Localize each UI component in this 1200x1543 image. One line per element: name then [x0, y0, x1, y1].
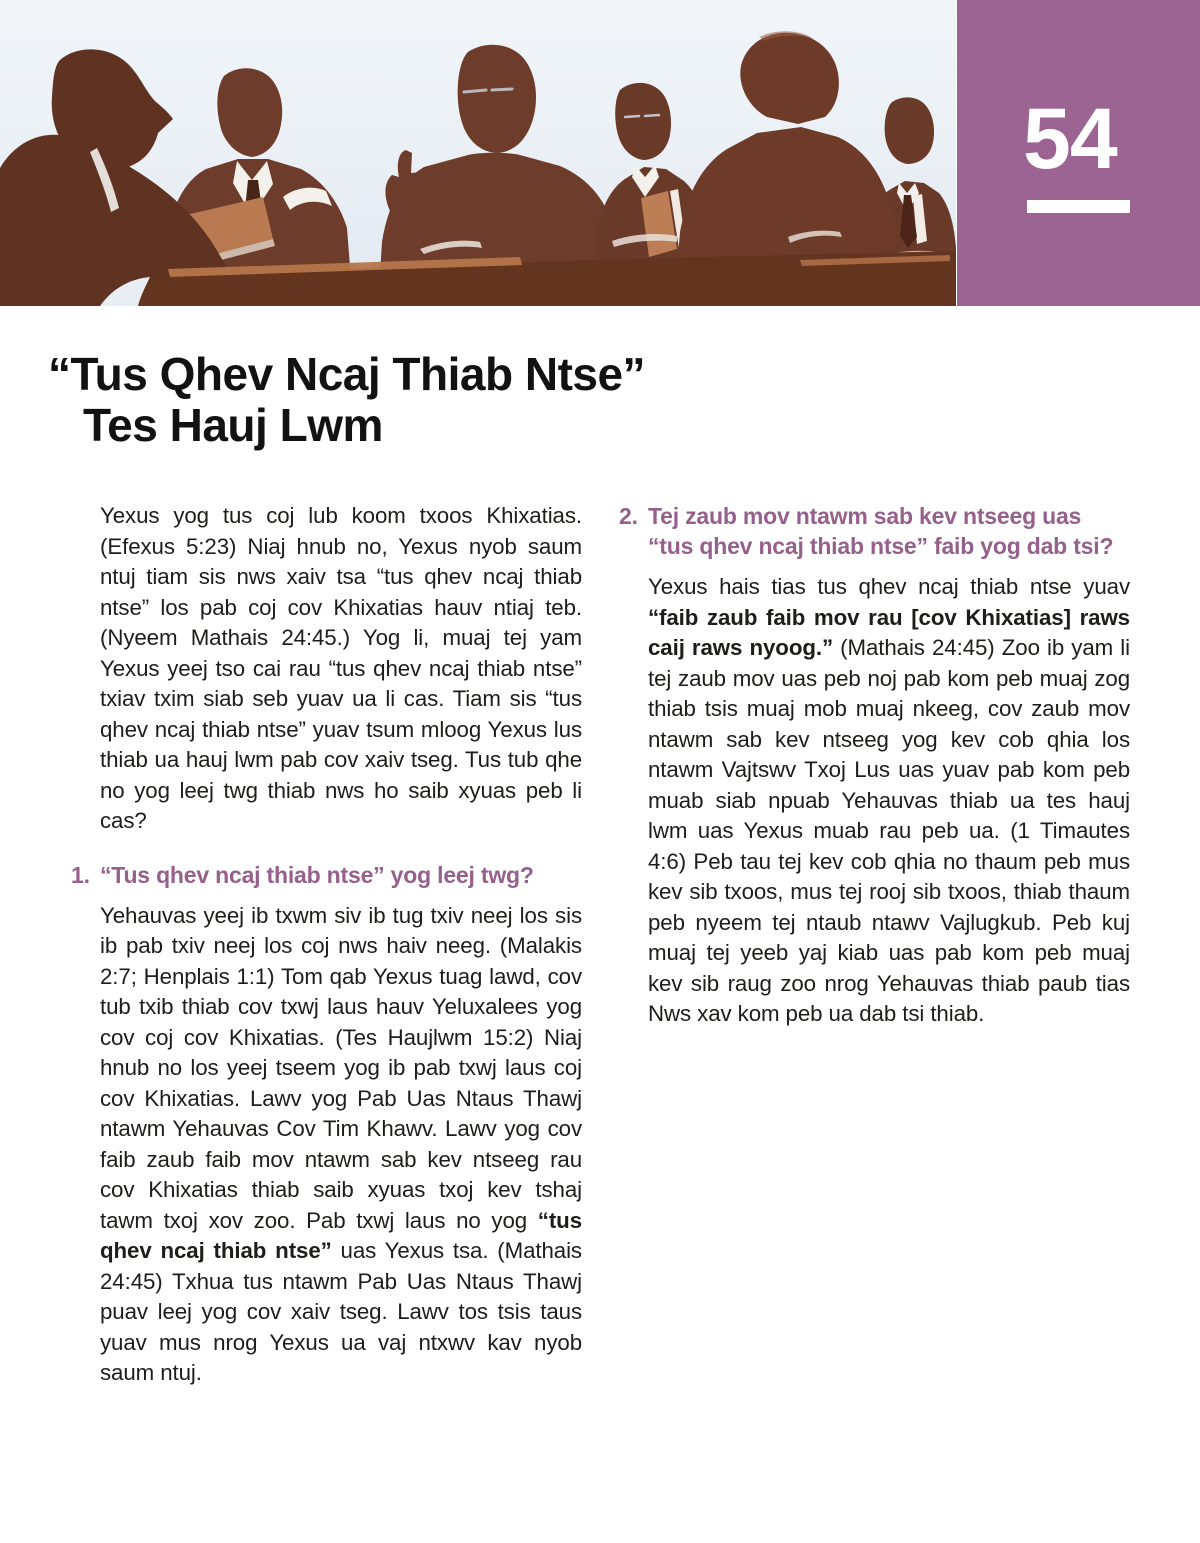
question-block-2	[619, 501, 1130, 1030]
question-block-1	[71, 860, 582, 1389]
question-1-number: 1.	[71, 861, 90, 888]
question-2-heading-text: Tej zaub mov ntawm sab kev ntseeg uas “tus qhev ncaj thiab ntse” faib yog dab tsi?	[648, 503, 1114, 559]
lesson-number-underline	[1027, 200, 1130, 213]
page-title	[0, 349, 645, 451]
question-2-number: 2.	[619, 503, 638, 529]
question-2-paragraph: Yexus hais tias tus qhev ncaj thiab ntse yuav “faib zaub faib mov rau [cov Khixatias] raws caij raws nyoog.” (Mathais 24:45) Zoo ib yam li tej zaub mov uas peb noj pab kom peb muaj zog thiab tsis muaj mob muaj nkeeg, cov zaub mov ntawm sab kev ntseeg yog kev cob qhia los ntawm Vajtswv Txoj Lus uas yuav pab kom peb muab siab npuab Yehauvas thiab ua tes hauj lwm uas Yexus muab rau peb ua. (1 Timautes 4:6) Peb tau tej kev cob qhia no thaum peb mus kev sib txoos, mus tej rooj sib txoos, thiab thaum peb nyeem tej ntaub ntawv Vajlugkub. Peb kuj muaj tej yeeb yaj kiab uas pab kom peb muaj kev sib raug zoo nrog Yehauvas thiab paub tias Nws xav kom peb ua dab tsi thiab.	[648, 574, 1130, 1026]
lesson-number: 54	[1023, 91, 1117, 187]
question-1-heading-text: “Tus qhev ncaj thiab ntse” yog leej twg?	[100, 861, 534, 888]
page-title-line-1: “Tus Qhev Ncaj Thiab Ntse”	[48, 348, 646, 400]
question-2-heading	[619, 501, 1130, 561]
intro-paragraph: Yexus yog tus coj lub koom txoos Khixatias. (Efexus 5:23) Niaj hnub no, Yexus nyob saum ntuj tiam sis nws xaiv tsa “tus qhev ncaj thiab ntse” los pab coj cov Khixatias hauv ntiaj teb. (Nyeem Mathais 24:45.) Yog li, muaj tej yam Yexus yeej tso cai rau “tus qhev ncaj thiab ntse” txiav txim siab seb yuav ua li cas. Tiam sis “tus qhev ncaj thiab ntse” yuav tsum mloog Yexus lus thiab ua hauj lwm pab cov xaiv tseg. Tus tub qhe no yog leej twg thiab nws ho saib xyuas peb li cas?	[100, 503, 582, 833]
question-1-paragraph: Yehauvas yeej ib txwm siv ib tug txiv neej los sis ib pab txiv neej los coj nws haiv neeg. (Malakis 2:7; Henplais 1:1) Tom qab Yexus tuag lawd, cov tub txib thiab cov txwj laus hauv Yeluxalees yog cov coj cov Khixatias. (Tes Haujlwm 15:2) Niaj hnub no los yeej tseem yog ib pab txwj laus coj cov Khixatias. Lawv yog Pab Uas Ntaus Thawj ntawm Yehauvas Cov Tim Khawv. Lawv yog cov faib zaub faib mov ntawm sab kev ntseeg rau cov Khixatias thiab saib xyuas txoj kev tshaj tawm txoj xov zoo. Pab txwj laus no yog “tus qhev ncaj thiab ntse” uas Yexus tsa. (Mathais 24:45) Txhua tus ntawm Pab Uas Ntaus Thawj puav leej yog cov xaiv tseg. Lawv tos tsis taus yuav mus nrog Yexus ua vaj ntxwv kav nyob saum ntuj.	[100, 902, 582, 1385]
left-column	[71, 501, 582, 1389]
right-column	[619, 501, 1130, 1030]
question-1-heading	[71, 860, 582, 890]
meeting-silhouettes-illustration	[0, 0, 956, 306]
lesson-number-badge	[957, 0, 1200, 306]
page-title-line-2: Tes Hauj Lwm	[83, 399, 383, 451]
